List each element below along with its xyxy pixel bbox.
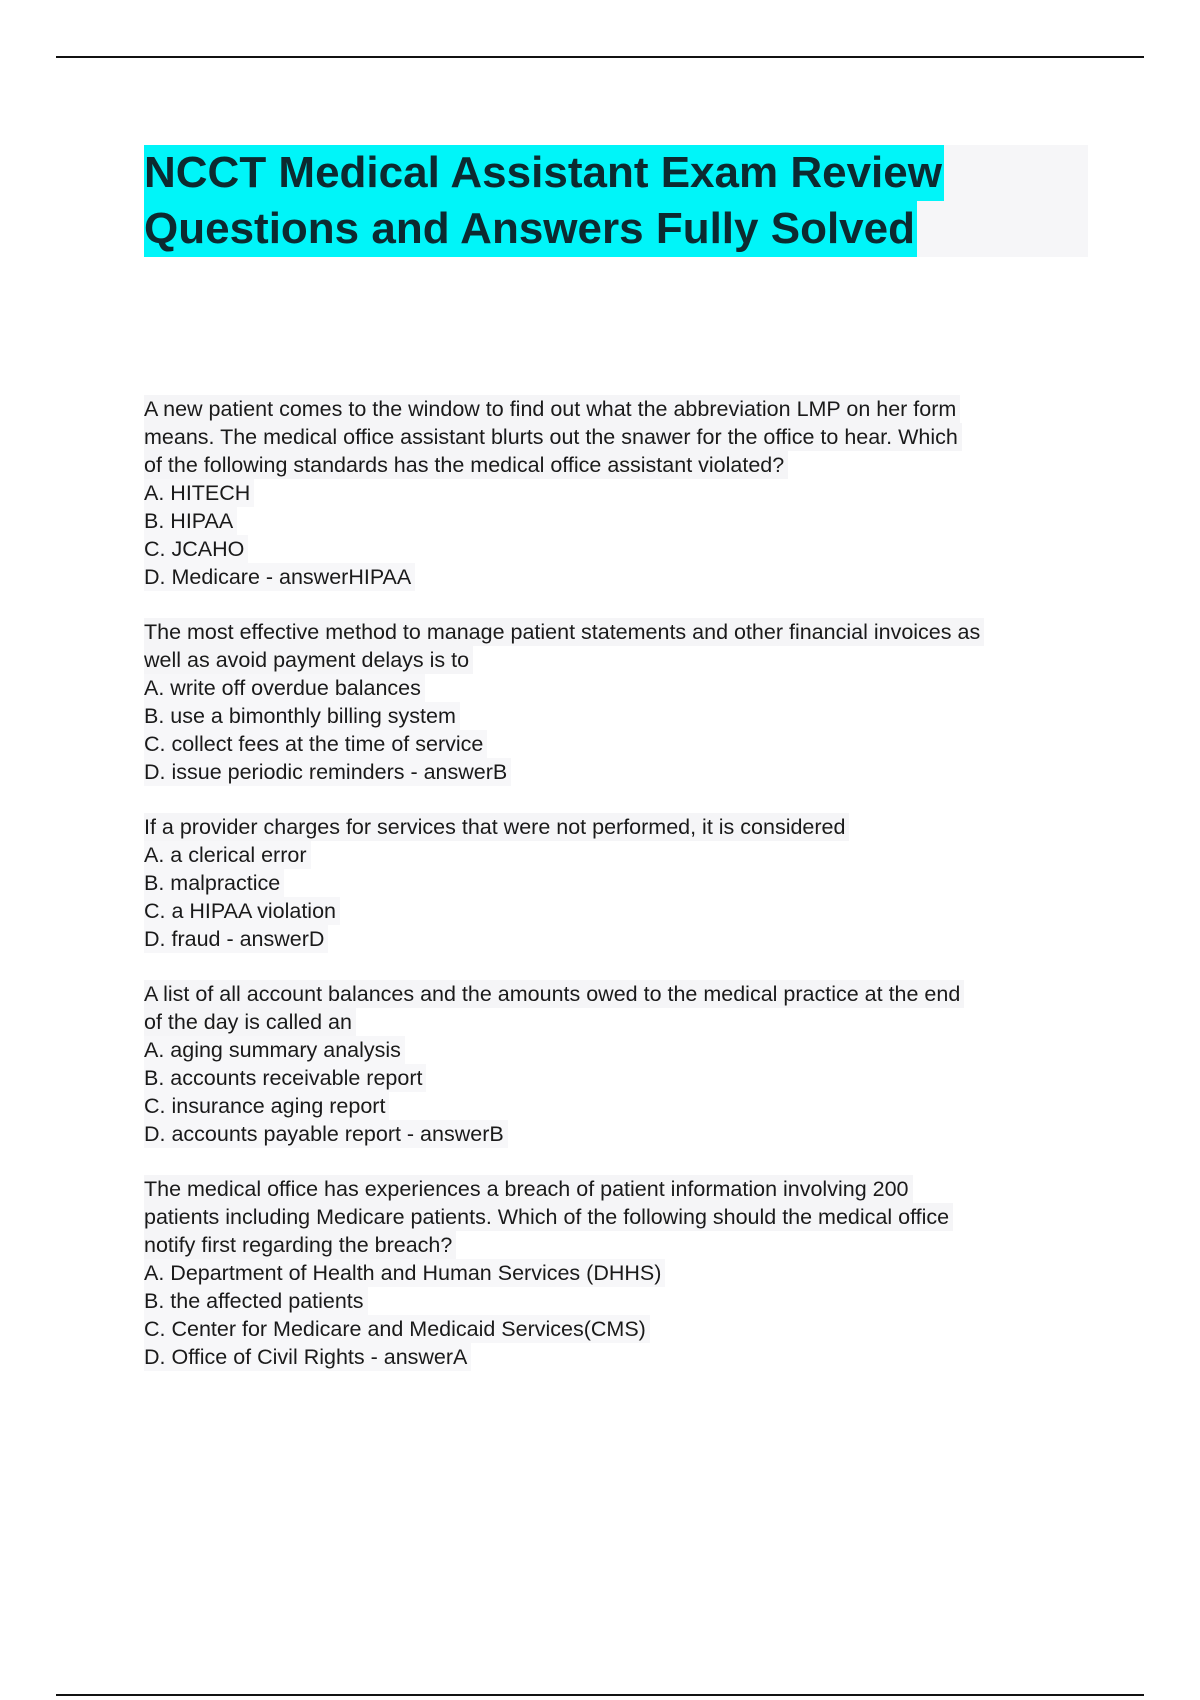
title-line-2: Questions and Answers Fully Solved (144, 201, 917, 257)
answer-option: D. issue periodic reminders - answerB (144, 758, 511, 786)
answer-option: A. HITECH (144, 479, 254, 507)
answer-option: D. fraud - answerD (144, 925, 328, 953)
question-stem-line: well as avoid payment delays is to (144, 646, 473, 674)
question-list (144, 395, 1094, 1398)
question-stem-line: of the day is called an (144, 1008, 356, 1036)
answer-option: A. a clerical error (144, 841, 311, 869)
document-title (144, 145, 1088, 257)
answer-option: A. write off overdue balances (144, 674, 425, 702)
question-3 (144, 813, 1094, 953)
answer-option: B. accounts receivable report (144, 1064, 426, 1092)
answer-option: C. collect fees at the time of service (144, 730, 487, 758)
answer-option: D. Office of Civil Rights - answerA (144, 1343, 471, 1371)
question-2 (144, 618, 1094, 786)
question-stem-line: notify first regarding the breach? (144, 1231, 456, 1259)
question-4 (144, 980, 1094, 1148)
answer-option: B. HIPAA (144, 507, 237, 535)
question-stem-line: The most effective method to manage patient statements and other financial invoices as (144, 618, 984, 646)
answer-option: C. a HIPAA violation (144, 897, 340, 925)
question-stem-line: A new patient comes to the window to find out what the abbreviation LMP on her form (144, 395, 960, 423)
question-stem-line: means. The medical office assistant blurts out the snawer for the office to hear. Which (144, 423, 962, 451)
answer-option: B. use a bimonthly billing system (144, 702, 460, 730)
question-stem-line: If a provider charges for services that were not performed, it is considered (144, 813, 849, 841)
footer-rule (56, 1694, 1144, 1696)
answer-option: C. insurance aging report (144, 1092, 389, 1120)
answer-option: B. malpractice (144, 869, 284, 897)
question-stem-line: patients including Medicare patients. Which of the following should the medical office (144, 1203, 953, 1231)
question-stem-line: The medical office has experiences a breach of patient information involving 200 (144, 1175, 913, 1203)
answer-option: C. JCAHO (144, 535, 248, 563)
header-rule (56, 56, 1144, 58)
answer-option: C. Center for Medicare and Medicaid Services(CMS) (144, 1315, 650, 1343)
answer-option: A. Department of Health and Human Services (DHHS) (144, 1259, 665, 1287)
answer-option: B. the affected patients (144, 1287, 368, 1315)
answer-option: D. Medicare - answerHIPAA (144, 563, 415, 591)
question-1 (144, 395, 1094, 591)
question-5 (144, 1175, 1094, 1371)
question-stem-line: A list of all account balances and the amounts owed to the medical practice at the end (144, 980, 964, 1008)
answer-option: A. aging summary analysis (144, 1036, 405, 1064)
question-stem-line: of the following standards has the medical office assistant violated? (144, 451, 788, 479)
answer-option: D. accounts payable report - answerB (144, 1120, 508, 1148)
title-line-1: NCCT Medical Assistant Exam Review (144, 145, 944, 201)
